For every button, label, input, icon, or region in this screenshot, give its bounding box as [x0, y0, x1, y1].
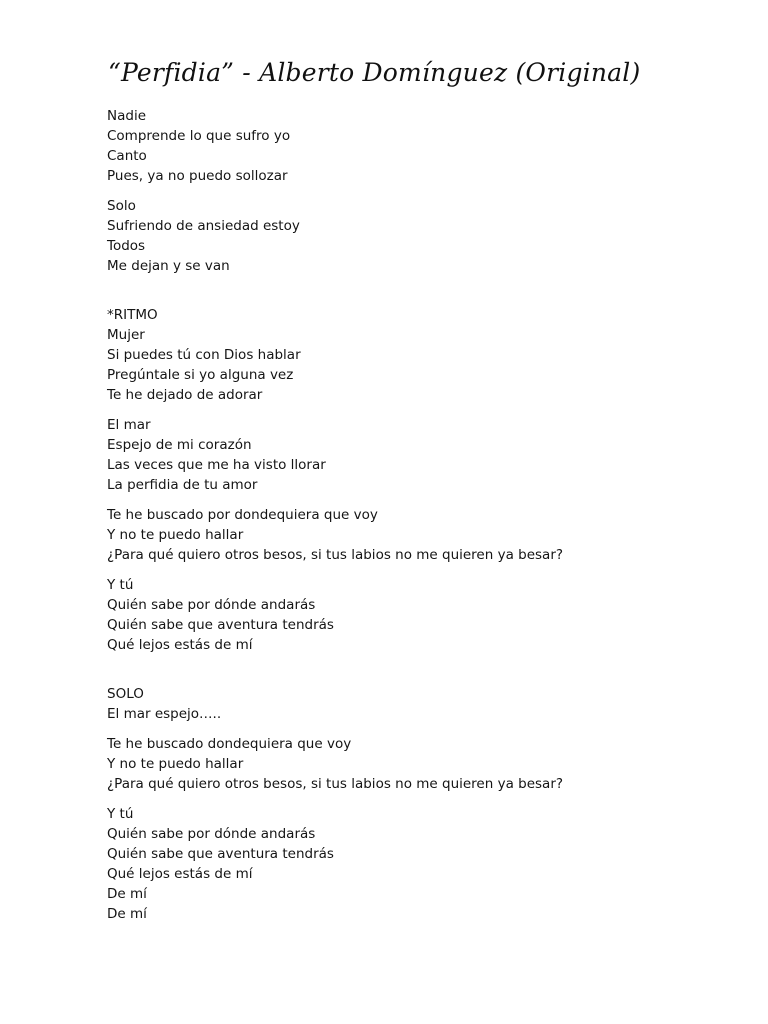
section-marker: SOLO — [107, 686, 144, 702]
lyric-line: Quién sabe que aventura tendrás — [107, 846, 334, 862]
lyric-line: El mar — [107, 417, 151, 433]
lyric-line: Nadie — [107, 108, 146, 124]
lyric-line: Espejo de mi corazón — [107, 437, 252, 453]
stanza-9 — [107, 804, 727, 924]
stanza-2 — [107, 196, 727, 276]
lyric-line: ¿Para qué quiero otros besos, si tus labios no me quieren ya besar? — [107, 547, 564, 563]
lyric-line: Y tú — [107, 577, 134, 593]
lyric-line: Todos — [107, 238, 146, 254]
lyric-line: Y no te puedo hallar — [107, 756, 244, 772]
stanza-1 — [107, 106, 727, 186]
lyric-line: Quién sabe por dónde andarás — [107, 826, 316, 842]
lyric-line: De mí — [107, 886, 147, 902]
lyric-line: Las veces que me ha visto llorar — [107, 457, 326, 473]
stanza-5 — [107, 505, 727, 565]
lyric-line: Comprende lo que sufro yo — [107, 128, 291, 144]
lyric-line: Qué lejos estás de mí — [107, 637, 253, 653]
lyric-line: Me dejan y se van — [107, 258, 230, 274]
lyric-line: Y tú — [107, 806, 134, 822]
lyric-line: El mar espejo….. — [107, 706, 222, 722]
lyric-line: La perfidia de tu amor — [107, 477, 258, 493]
stanza-8 — [107, 734, 727, 794]
lyric-line: Solo — [107, 198, 136, 214]
stanza-7 — [107, 684, 727, 724]
section-marker: *RITMO — [107, 307, 158, 323]
lyrics-body — [107, 106, 727, 924]
stanza-3 — [107, 305, 727, 405]
lyric-line: Te he buscado dondequiera que voy — [107, 736, 352, 752]
lyric-line: De mí — [107, 906, 147, 922]
lyric-line: Te he dejado de adorar — [107, 387, 263, 403]
stanza-6 — [107, 575, 727, 655]
lyric-line: Canto — [107, 148, 147, 164]
lyric-line: Quién sabe por dónde andarás — [107, 597, 316, 613]
lyric-line: Mujer — [107, 327, 145, 343]
lyric-line: Pues, ya no puedo sollozar — [107, 168, 288, 184]
lyric-line: Si puedes tú con Dios hablar — [107, 347, 301, 363]
lyric-line: Pregúntale si yo alguna vez — [107, 367, 294, 383]
stanza-4 — [107, 415, 727, 495]
lyric-line: Qué lejos estás de mí — [107, 866, 253, 882]
song-title: “Perfidia” - Alberto Domínguez (Original) — [108, 58, 641, 87]
lyric-line: ¿Para qué quiero otros besos, si tus labios no me quieren ya besar? — [107, 776, 564, 792]
lyric-line: Quién sabe que aventura tendrás — [107, 617, 334, 633]
lyric-line: Y no te puedo hallar — [107, 527, 244, 543]
lyric-line: Sufriendo de ansiedad estoy — [107, 218, 300, 234]
lyric-line: Te he buscado por dondequiera que voy — [107, 507, 378, 523]
